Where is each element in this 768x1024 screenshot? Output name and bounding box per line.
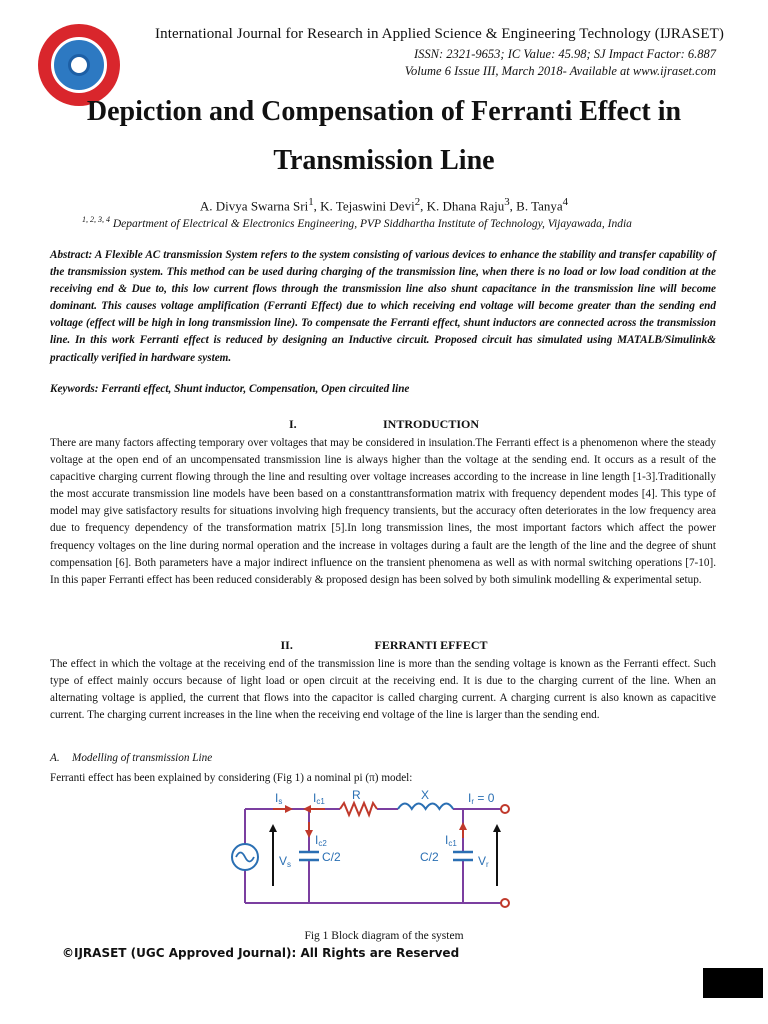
author-2-sup: 2 bbox=[414, 196, 421, 208]
journal-name: International Journal for Research in Applied Science & Engineering Technology (IJRASET) bbox=[155, 26, 724, 42]
label-c2-left: C/2 bbox=[322, 850, 341, 864]
issn-line: ISSN: 2321-9653; IC Value: 45.98; SJ Impact Factor: 6.887 bbox=[413, 47, 716, 61]
section-title: FERRANTI EFFECT bbox=[374, 638, 488, 652]
label-is: Is bbox=[275, 791, 283, 806]
affiliation-sups: 1, 2, 3, 4 bbox=[82, 215, 110, 224]
inductor-icon bbox=[398, 804, 453, 810]
label-c2-right: C/2 bbox=[420, 850, 439, 864]
label-vs: Vs bbox=[279, 854, 292, 869]
keywords: Keywords: Ferranti effect, Shunt inductor, Compensation, Open circuited line bbox=[50, 383, 410, 395]
section-title: INTRODUCTION bbox=[382, 417, 479, 431]
section-heading-introduction bbox=[0, 417, 768, 432]
subsection-letter: A. bbox=[50, 752, 60, 764]
label-x: X bbox=[421, 790, 430, 802]
current-arrow-icon bbox=[305, 822, 313, 838]
section-heading-ferranti bbox=[0, 638, 768, 653]
volume-line: Volume 6 Issue III, March 2018- Available at www.ijraset.com bbox=[404, 64, 716, 78]
label-ir: Ir = 0 bbox=[468, 791, 495, 806]
voltage-arrow-icon bbox=[493, 824, 501, 886]
page-number-box bbox=[703, 968, 763, 998]
pi-model-circuit-diagram bbox=[225, 790, 525, 924]
capacitor-icon bbox=[299, 852, 319, 860]
affiliation bbox=[82, 215, 632, 230]
paper-title-line2: Transmission Line bbox=[273, 145, 495, 176]
modelling-paragraph: Ferranti effect has been explained by considering (Fig 1) a nominal pi (π) model: bbox=[50, 772, 413, 784]
voltage-arrow-icon bbox=[269, 824, 277, 886]
subsection-heading bbox=[50, 752, 212, 764]
abstract: Abstract: A Flexible AC transmission System refers to the system consisting of various devices to enhance the stability and transfer capability of the transmission system. This method can be used during charging of the transmission line, when there is no load or low load condition at the receiving end & Due to, this low current flows through the transmission line also shunt capacitance in the transmission line will become dominant. This causes voltage amplification (Ferranti Effect) due to which receiving end voltage will become greater than the sending end voltage (effect will be high in long transmission line). To compensate the Ferranti effect, shunt inductors are connected across the transmission line. In this work Ferranti effect is reduced by designing an Inductive circuit. Proposed circuit has simulated using MATALB/Simulink& practically verified in hardware system. bbox=[50, 249, 716, 364]
author-1-sup: 1 bbox=[308, 196, 314, 208]
journal-logo bbox=[38, 24, 120, 106]
capacitor-icon bbox=[453, 852, 473, 860]
subsection-title: Modelling of transmission Line bbox=[72, 752, 213, 764]
current-arrow-icon bbox=[303, 805, 325, 813]
logo-globe-icon bbox=[51, 37, 107, 93]
current-arrow-icon bbox=[459, 822, 467, 838]
author-2: , K. Tejaswini Devi bbox=[313, 198, 415, 214]
author-list bbox=[0, 196, 768, 214]
section-number: I. bbox=[288, 417, 297, 431]
label-vr: Vr bbox=[478, 854, 489, 869]
terminal-icon bbox=[501, 805, 509, 813]
author-4: , B. Tanya bbox=[509, 198, 563, 214]
affiliation-text: Department of Electrical & Electronics Engineering, PVP Siddhartha Institute of Technology, Vijayawada, India bbox=[110, 218, 632, 230]
label-ic2: Ic2 bbox=[315, 833, 327, 848]
terminal-icon bbox=[501, 899, 509, 907]
current-arrow-icon bbox=[273, 805, 293, 813]
author-3: , K. Dhana Raju bbox=[420, 198, 505, 214]
paper-title-line1: Depiction and Compensation of Ferranti Effect in bbox=[86, 96, 682, 127]
introduction-paragraph: There are many factors affecting temporary over voltages that may be considered in insulation.The Ferranti effect is a phenomenon where the steady voltage at the open end of an uncompensated transmission line is always higher than the voltage at the sending end. It occurs as a result of the capacitive charging current flowing through the line and resulting over voltage increases according to the increase in line length [1-3].Traditionally the most accurate transmission line models have been based on a constanttransformation matrix with frequency dependent modes [4]. This type of model may give satisfactory results for situations involving high frequency transients, but the accuracy often deteriorates in the low frequency area due to frequency dependency of the transformation matrix [5].In long transmission lines, the most important factors which affect the power frequency voltages on the line during normal operation and the increase in voltages during a fault are the length of the line and the degree of shunt compensation [6]. Both parameters have a major indirect influence on the transient phenomena as well as with normal switching operations [7-10]. In this paper Ferranti effect has been reduced considerably & proposed design has been solved by both simulink modelling & experimental setup. bbox=[50, 437, 716, 586]
ferranti-paragraph: The effect in which the voltage at the receiving end of the transmission line is more than the sending voltage is known as the Ferranti effect. Such type of effect mainly occurs because of light load or open circuit at the receiving end. It is due to the charging current of the line. When an alternating voltage is applied, the current that flows into the capacitor is called charging current. A charging current is also known as capacitive current. The charging current increases in the line when the receiving end voltage of the line is larger than the sending end. bbox=[50, 658, 716, 722]
label-r: R bbox=[352, 790, 361, 802]
label-ic1-right: Ic1 bbox=[445, 833, 457, 848]
copyright-footer: ©IJRASET (UGC Approved Journal): All Rights are Reserved bbox=[62, 946, 460, 960]
label-ic1: Ic1 bbox=[313, 791, 325, 806]
resistor-icon bbox=[340, 803, 377, 815]
author-4-sup: 4 bbox=[562, 196, 569, 208]
author-3-sup: 3 bbox=[504, 196, 510, 208]
section-number: II. bbox=[280, 638, 293, 652]
author-1: A. Divya Swarna Sri bbox=[199, 198, 309, 214]
figure-caption: Fig 1 Block diagram of the system bbox=[304, 930, 464, 942]
